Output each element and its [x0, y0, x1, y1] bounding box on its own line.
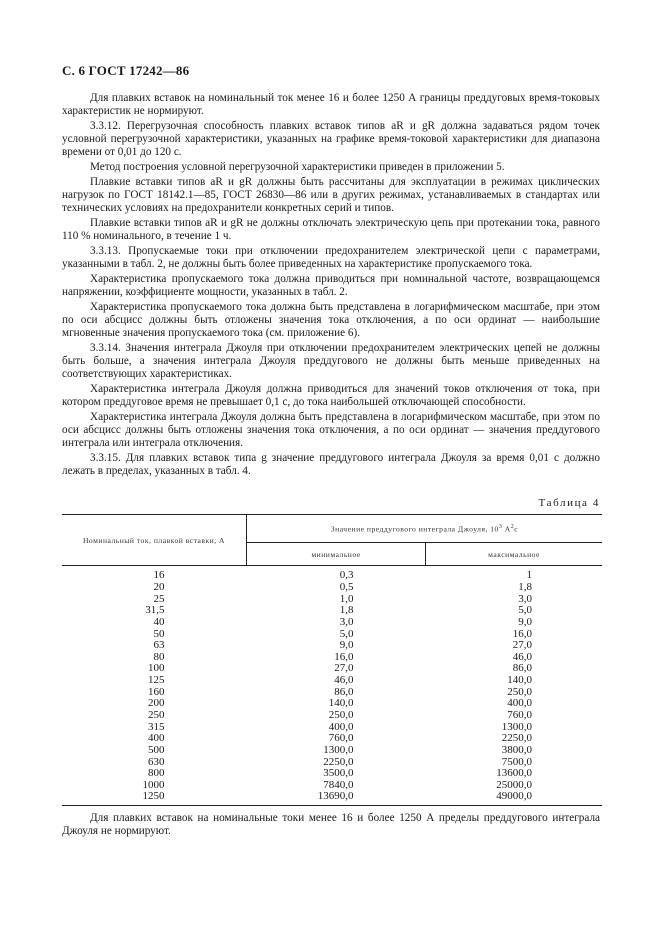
- cell-rated-current: 80: [153, 650, 165, 663]
- table-row: [62, 663, 602, 675]
- cell-max: 140,0: [507, 674, 532, 687]
- cell-min: 250,0: [328, 709, 354, 721]
- cell-min: 400,0: [328, 720, 354, 733]
- cell-min: 140,0: [328, 697, 354, 710]
- paragraph: Характеристика интеграла Джоуля должна приводиться для значений токов отключения от тока, при котором преддуговое время не превышает 0,1 с, до тока наибольшей отключающей способности.: [62, 382, 600, 408]
- table-row: [62, 721, 602, 733]
- cell-max: 25000,0: [496, 778, 532, 791]
- cell-min: 1,8: [339, 604, 354, 617]
- cell-rated-current: 125: [148, 674, 165, 687]
- cell-max: 86,0: [512, 662, 532, 675]
- cell-rated-current: 630: [148, 755, 165, 768]
- table-row: [62, 710, 602, 722]
- cell-max: 5,0: [518, 604, 532, 617]
- paragraph: Плавкие вставки типов aR и gR должны быть рассчитаны для эксплуатации в режимах циклических нагрузок по ГОСТ 18142.1—85, ГОСТ 26830—86 или в других режимах, устанавливаемых в стандартах или технических условиях на предохранители конкретных серий и типов.: [62, 175, 600, 215]
- joule-integral-table: [62, 514, 602, 806]
- cell-rated-current: 63: [153, 639, 165, 652]
- body-text: [62, 92, 600, 480]
- table-row: [62, 791, 602, 805]
- cell-min: 27,0: [334, 662, 354, 675]
- cell-min: 46,0: [334, 674, 354, 687]
- paragraph: Плавкие вставки типов aR и gR не должны отключать электрическую цепь при протекании тока, равного 110 % номинального, в течение 1 ч.: [62, 216, 600, 243]
- table-row: [62, 733, 602, 745]
- cell-min: 16,0: [334, 650, 354, 663]
- cell-rated-current: 25: [153, 592, 165, 605]
- cell-rated-current: 31,5: [145, 604, 165, 617]
- cell-max: 16,0: [512, 627, 532, 640]
- header-joule-integral: Значение преддугового интеграла Джоуля, $10^3$ $А^2с$: [247, 515, 603, 543]
- cell-rated-current: 315: [148, 720, 165, 733]
- paragraph: Для плавких вставок на номинальный ток менее 16 и более 1250 А границы преддуговых время-токовых характеристик не нормируют.: [62, 92, 600, 118]
- cell-max: 1300,0: [501, 720, 532, 733]
- cell-rated-current: 800: [148, 767, 165, 780]
- cell-max: 13600,0: [496, 767, 532, 780]
- paragraph: 3.3.14. Значения интеграла Джоуля при отключении предохранителем электрических цепей не должны быть больше, а значения интеграла Джоуля преддугового не должны быть меньше приведенных на соответствующих характеристиках.: [62, 341, 600, 381]
- table-row: [62, 651, 602, 663]
- table-row: [62, 582, 602, 594]
- table-row: [62, 640, 602, 652]
- paragraph: 3.3.13. Пропускаемые токи при отключении предохранителем электрической цепи с параметрами, указанными в табл. 2, не должны быть более приведенных на характеристике пропускаемого тока.: [62, 244, 600, 270]
- cell-max: 2250,0: [501, 732, 532, 745]
- cell-min: 1,0: [339, 592, 354, 605]
- paragraph: 3.3.12. Перегрузочная способность плавких вставок типов aR и gR должна задаваться рядом точек условной перегрузочной характеристики, указанных на графике время-токовой характеристики для диапазона времени от 0,01 до 120 с.: [62, 119, 600, 159]
- header-rated-current: Номинальный ток, плавкой вставки, А: [62, 515, 247, 566]
- cell-max: 9,0: [518, 615, 532, 628]
- cell-min: 0,5: [339, 580, 354, 593]
- footer-text: [62, 812, 600, 838]
- header-min: минимальное: [247, 543, 426, 566]
- cell-max: 46,0: [512, 650, 532, 663]
- cell-rated-current: 400: [148, 732, 165, 745]
- cell-min: 3,0: [339, 615, 354, 628]
- paragraph: Характеристика пропускаемого тока должна быть представлена в логарифмическом масштабе, при этом по оси абсцисс должны быть отложены значения тока отключения, а по оси ординат — наибольшие мгновенные значения пропускаемого тока (см. приложение 6).: [62, 300, 600, 339]
- cell-min: 5,0: [339, 627, 354, 640]
- table-row: [62, 628, 602, 640]
- cell-rated-current: 200: [148, 697, 165, 710]
- cell-max: 7500,0: [501, 755, 532, 768]
- cell-max: 1,8: [518, 580, 532, 593]
- cell-max: 250,0: [507, 685, 532, 698]
- cell-min: 1300,0: [323, 743, 354, 756]
- table-row: [62, 780, 602, 792]
- cell-min: 86,0: [334, 685, 354, 698]
- cell-rated-current: 1250: [62, 791, 247, 805]
- cell-max: 3,0: [518, 592, 532, 605]
- cell-min: 0,3: [339, 569, 354, 582]
- table-row: [62, 698, 602, 710]
- cell-rated-current: 500: [148, 743, 165, 756]
- cell-max: 1: [526, 569, 532, 582]
- table-row: [62, 686, 602, 698]
- cell-rated-current: 160: [148, 685, 165, 698]
- table-row: [62, 617, 602, 629]
- cell-min: 760,0: [328, 732, 354, 745]
- cell-max: 27,0: [512, 639, 532, 652]
- cell-max: 3800,0: [501, 743, 532, 756]
- cell-max: 760,0: [507, 709, 532, 721]
- table-row: [62, 605, 602, 617]
- cell-rated-current: 20: [153, 580, 165, 593]
- footer-paragraph: Для плавких вставок на номинальные токи менее 16 и более 1250 А пределы преддугового интеграла Джоуля не нормируют.: [62, 812, 600, 838]
- cell-max: 49000,0: [426, 791, 603, 805]
- cell-rated-current: 16: [153, 569, 165, 582]
- paragraph: Метод построения условной перегрузочной характеристики приведен в приложении 5.: [90, 161, 505, 174]
- table-row: [62, 768, 602, 780]
- table-row: [62, 593, 602, 605]
- paragraph: Характеристика пропускаемого тока должна приводиться при номинальной частоте, возвращающемся напряжении, коэффициенте мощности, указанных в табл. 2.: [62, 272, 600, 298]
- paragraph: 3.3.15. Для плавких вставок типа g значение преддугового интеграла Джоуля за время 0,01 с должно лежать в пределах, указанных в табл. 4.: [62, 451, 600, 477]
- table-row: [62, 566, 602, 582]
- table-row: [62, 756, 602, 768]
- header-max: максимальное: [426, 543, 603, 566]
- cell-rated-current: 40: [153, 615, 165, 628]
- cell-min: 9,0: [339, 639, 354, 652]
- paragraph: Характеристика интеграла Джоуля должна быть представлена в логарифмическом масштабе, при этом по оси абсцисс должны быть отложены значения тока отключения, а по оси ординат — значения преддугового интеграла или интеграла отключения.: [62, 410, 600, 450]
- page-header: С. 6 ГОСТ 17242—86: [62, 63, 190, 78]
- cell-min: 13690,0: [247, 791, 426, 805]
- cell-rated-current: 50: [153, 627, 165, 640]
- cell-max: 400,0: [507, 697, 532, 710]
- table-row: [62, 745, 602, 757]
- table-row: [62, 675, 602, 687]
- cell-min: 2250,0: [323, 755, 354, 768]
- cell-min: 3500,0: [323, 767, 354, 780]
- cell-rated-current: 1000: [142, 778, 165, 791]
- cell-rated-current: 100: [148, 662, 165, 675]
- cell-rated-current: 250: [148, 709, 165, 721]
- cell-min: 7840,0: [323, 778, 354, 791]
- table-caption: Таблица 4: [538, 497, 600, 509]
